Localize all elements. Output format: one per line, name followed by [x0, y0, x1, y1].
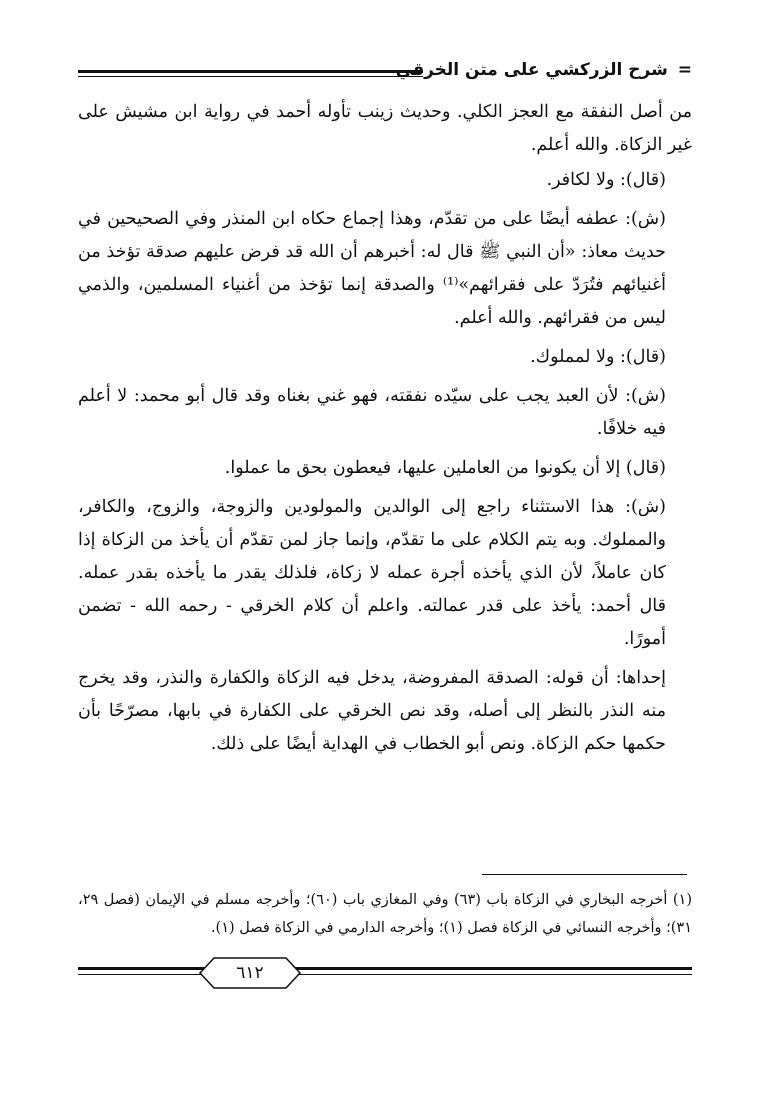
paragraph-5: (ش): لأن العبد يجب على سيّده نفقته، فهو غني بغناه وقد قال أبو محمد: لا أعلم فيه خلافًا. — [78, 386, 666, 439]
header-title — [396, 58, 692, 82]
footnote-separator — [482, 874, 687, 875]
paragraph-8: إحداها: أن قوله: الصدقة المفروضة، يدخل فيه الزكاة والكفارة والنذر، وقد يخرج منه النذر بالنظر إلى أصله، وقد نص الخرقي على الكفارة في بابها، مصرّحًا بأن حكمها حكم الزكاة. ونص أبو الخطاب في الهداية أيضًا على ذلك. — [78, 668, 666, 754]
page-footer — [78, 956, 692, 990]
footnote-1: (١) أخرجه البخاري في الزكاة باب (٦٣) وفي المغازي باب (٦٠)؛ وأخرجه مسلم في الإيمان (فصل ٢٩، ٣١)؛ وأخرجه النسائي في الزكاة فصل (١)؛ وأخرجه الدارمي في الزكاة فصل (١). — [78, 892, 692, 936]
paragraph-7: (ش): هذا الاستثناء راجع إلى الوالدين والمولودين والزوجة، والزوج، والكافر، والمملوك. وبه يتم الكلام على ما تقدّم، وإنما جاز لمن تقدّم أن يأخذ من الزكاة إذا كان عاملاً، لأن الذي يأخذه أجرة عمله لا زكاة، فلذلك يقدر ما يأخذه بقدر عمله. قال أحمد: يأخذ على قدر عمالته. واعلم أن كلام الخرقي - رحمه الله - تضمن أمورًا. — [78, 497, 666, 649]
page-number: ٦١٢ — [236, 963, 264, 983]
paragraph-2: (قال): ولا لكافر. — [546, 170, 666, 190]
paragraph-6: (قال) إلا أن يكونوا من العاملين عليها، فيعطون بحق ما عملوا. — [224, 458, 666, 478]
page-number-frame — [198, 956, 302, 990]
header-rule-thin — [78, 76, 423, 77]
header-title-text: شرح الزركشي على متن الخرقي — [395, 60, 668, 80]
header-rule-thick — [78, 70, 423, 73]
footnotes — [78, 886, 692, 942]
paragraph-4: (قال): ولا لمملوك. — [530, 347, 666, 367]
header-marker: = — [677, 60, 692, 80]
footer-rule-thin — [78, 974, 692, 975]
running-header — [78, 58, 692, 88]
footer-rule-thick — [78, 967, 692, 970]
paragraph-1: من أصل النفقة مع العجز الكلي. وحديث زينب تأوله أحمد في رواية ابن مشيش على غير الزكاة. والله أعلم. — [78, 102, 692, 155]
main-text — [78, 96, 692, 767]
paragraph-3: (ش): عطفه أيضًا على من تقدّم، وهذا إجماع حكاه ابن المنذر وفي الصحيحين في حديث معاذ: «أن النبي ﷺ قال له: أخبرهم أن الله قد فرض عليهم صدقة تؤخذ من أغنيائهم فتُرَدّ على فقرائهم»⁽¹⁾ والصدقة إنما تؤخذ من أغنياء المسلمين، والذمي ليس من فقرائهم. والله أعلم. — [78, 209, 667, 328]
